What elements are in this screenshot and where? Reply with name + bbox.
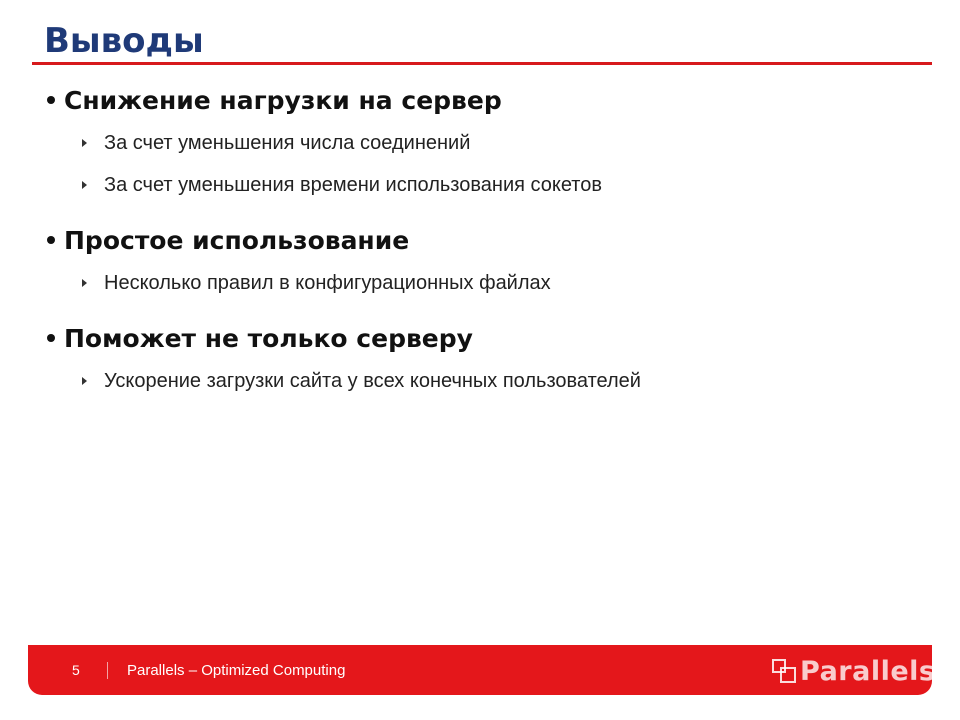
sub-list: [46, 360, 926, 402]
section-heading: [46, 316, 926, 360]
list-item-text: За счет уменьшения времени использования сокетов: [104, 173, 602, 196]
list-item-text: Ускорение загрузки сайта у всех конечных пользователей: [104, 369, 641, 392]
parallels-logo-icon: [772, 659, 796, 683]
slide-content: [46, 78, 926, 402]
list-item: [46, 262, 926, 304]
list-item: [46, 164, 926, 206]
arrow-right-icon: [82, 279, 87, 287]
title-rule: [32, 62, 932, 65]
list-item: [46, 122, 926, 164]
slide-title: Выводы: [44, 21, 204, 61]
sub-list: [46, 262, 926, 304]
section-heading-text: Поможет не только серверу: [64, 323, 473, 353]
footer-bar: [28, 645, 936, 695]
section-heading: [46, 218, 926, 262]
sub-list: [46, 122, 926, 206]
arrow-right-icon: [82, 139, 87, 147]
section-heading-text: Снижение нагрузки на сервер: [64, 85, 502, 115]
list-item: [46, 360, 926, 402]
logo-text: Parallels: [800, 655, 936, 687]
arrow-right-icon: [82, 377, 87, 385]
list-item-text: Несколько правил в конфигурационных файлах: [104, 271, 551, 294]
section-heading: [46, 78, 926, 122]
bullet-dot-icon: [47, 334, 55, 342]
section-simple-use: [46, 218, 926, 304]
section-heading-text: Простое использование: [64, 225, 410, 255]
arrow-right-icon: [82, 181, 87, 189]
footer-divider: [107, 662, 108, 679]
bullet-dot-icon: [47, 96, 55, 104]
bullet-dot-icon: [47, 236, 55, 244]
parallels-logo: [772, 656, 935, 686]
section-not-only-server: [46, 316, 926, 402]
list-item-text: За счет уменьшения числа соединений: [104, 131, 471, 154]
page-number: 5: [72, 662, 80, 678]
section-server-load: [46, 78, 926, 206]
footer-text: Parallels – Optimized Computing: [127, 662, 346, 679]
